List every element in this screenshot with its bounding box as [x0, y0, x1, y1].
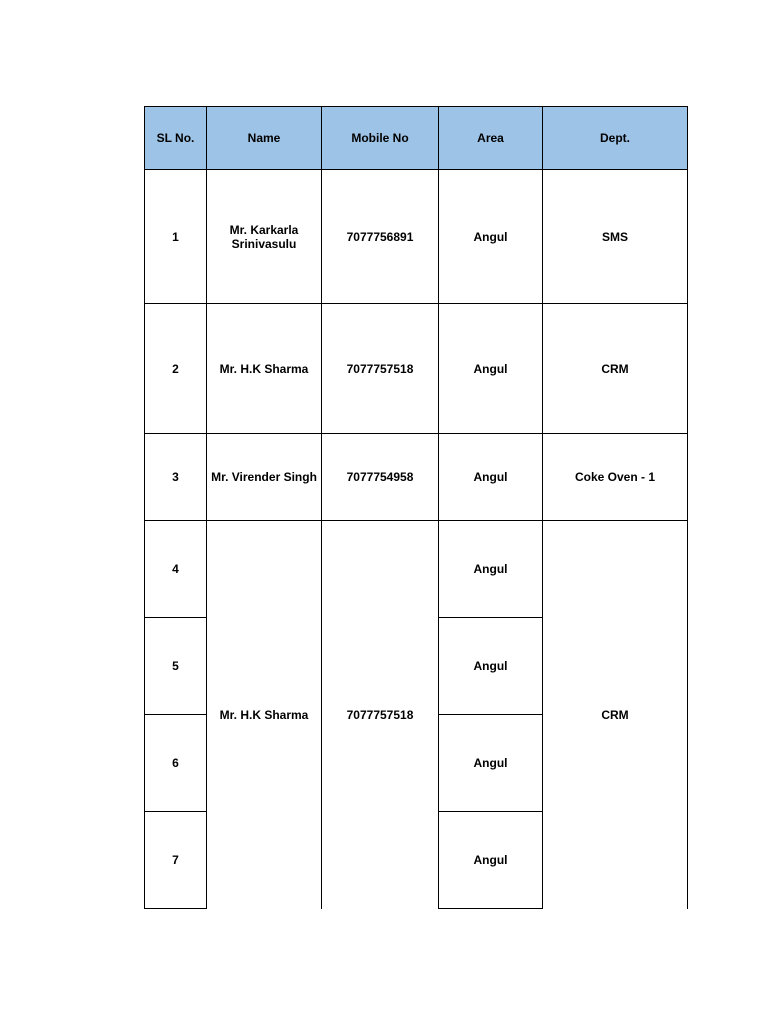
header-mobile-no: Mobile No — [322, 107, 439, 170]
cell-area: Angul — [439, 170, 543, 304]
contact-table — [144, 106, 688, 909]
cell-dept: Coke Oven - 1 — [543, 434, 688, 521]
table-header — [145, 107, 688, 170]
cell-name: Mr. Karkarla Srinivasulu — [207, 170, 322, 304]
table-row — [145, 304, 688, 434]
cell-name: Mr. Virender Singh — [207, 434, 322, 521]
header-dept: Dept. — [543, 107, 688, 170]
cell-sl: 4 — [145, 521, 207, 618]
header-row — [145, 107, 688, 170]
cell-sl: 2 — [145, 304, 207, 434]
cell-area: Angul — [439, 715, 543, 812]
cell-mobile: 7077754958 — [322, 434, 439, 521]
cell-area: Angul — [439, 304, 543, 434]
cell-name: Mr. H.K Sharma — [207, 304, 322, 434]
cell-dept-merged: CRM — [543, 521, 688, 909]
cell-sl: 3 — [145, 434, 207, 521]
cell-sl: 1 — [145, 170, 207, 304]
cell-sl: 5 — [145, 618, 207, 715]
table-row — [145, 434, 688, 521]
header-sl-no: SL No. — [145, 107, 207, 170]
header-area: Area — [439, 107, 543, 170]
cell-area: Angul — [439, 521, 543, 618]
cell-sl: 6 — [145, 715, 207, 812]
table-row — [145, 521, 688, 618]
cell-mobile-merged: 7077757518 — [322, 521, 439, 909]
cell-mobile: 7077757518 — [322, 304, 439, 434]
header-name: Name — [207, 107, 322, 170]
cell-name-merged: Mr. H.K Sharma — [207, 521, 322, 909]
cell-area: Angul — [439, 618, 543, 715]
cell-mobile: 7077756891 — [322, 170, 439, 304]
cell-area: Angul — [439, 812, 543, 909]
table-body — [145, 170, 688, 909]
cell-sl: 7 — [145, 812, 207, 909]
cell-dept: CRM — [543, 304, 688, 434]
cell-area: Angul — [439, 434, 543, 521]
table-row — [145, 170, 688, 304]
cell-dept: SMS — [543, 170, 688, 304]
